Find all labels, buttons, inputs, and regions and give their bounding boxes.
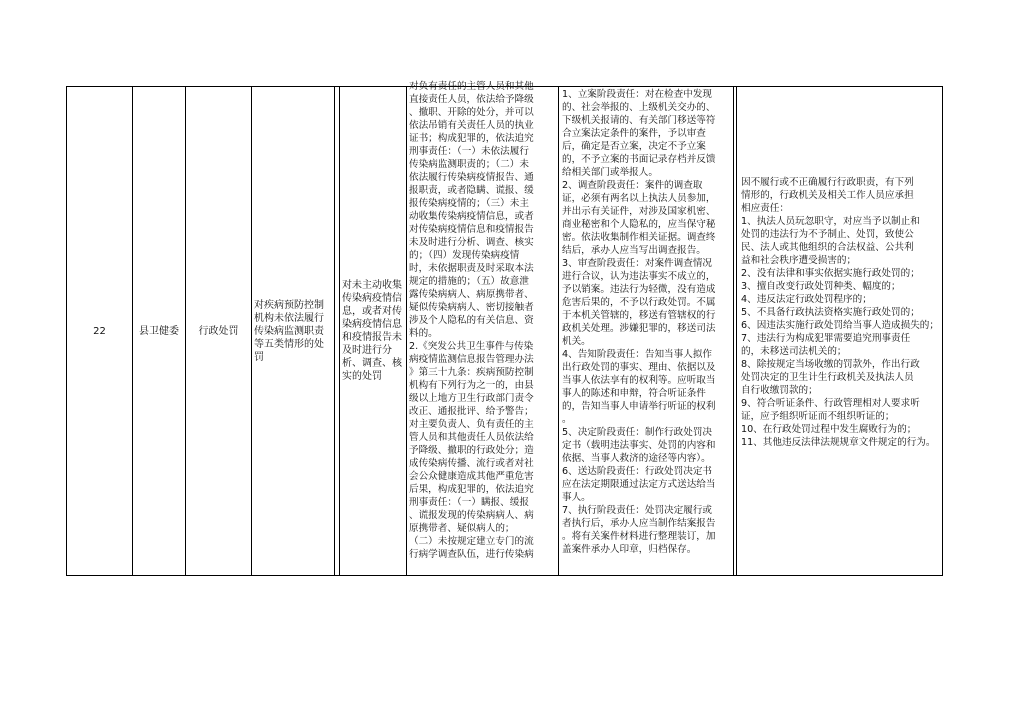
dept-cell <box>133 87 185 575</box>
responsibility-cell <box>737 87 943 575</box>
record-table <box>66 81 943 576</box>
column-divider <box>733 87 734 575</box>
item-name: 对疾病预防控制机构未依法履行传染病监测职责等五类情形的处罚 <box>254 299 324 363</box>
sub-item-name: 对未主动收集传染病疫情信息，或者对传染病疫情信息和疫情报告未及时进行分析、调查、核实的处罚 <box>342 280 402 382</box>
column-divider <box>334 87 335 575</box>
department-name: 县卫健委 <box>139 325 179 337</box>
seq-cell <box>67 87 132 575</box>
seq-number: 22 <box>93 325 106 337</box>
sub-item-cell <box>340 87 406 575</box>
procedure-cell <box>559 87 733 575</box>
legal-basis-cell <box>407 81 558 575</box>
procedure-text: 1、立案阶段责任：对在检查中发现 的、社会举报的、上级机关交办的、 下级机关报请的、有关部门移送等符 合立案法定条件的案件，予以审查 后，确定是否立案，决定不予立案 的，不予立案的书面记录存档并反馈 给相关部门或举报人。 2、调查阶段责任：案件的调查取 证，必须有两名以上执法人员参加， 并出示有关证件，对涉及国家机密、 商业秘密和个人隐私的，应当保守秘 密。依法收集制作相关证据。调查终 结后，承办人应当写出调查报告。 3、审查阶段责任：对案件调查情况 进行合议，认为违法事实不成立的， 予以销案。违法行为轻微，没有造成 危害后果的，不予以行政处罚。不属 于本机关管辖的，移送有管辖权的行 政机关处理。涉嫌犯罪的，移送司法 机关。 4、告知阶段责任：告知当事人拟作 出行政处罚的事实、理由、依据以及 当事人依法享有的权利等。应听取当 事人的陈述和申辩，符合听证条件 的，告知当事人申请举行听证的权利 。 5、决定阶段责任：制作行政处罚决 定书（载明违法事实、处罚的内容和 依据、当事人救济的途径等内容）。 6、送达阶段责任：行政处罚决定书 应在法定期限通过法定方式送达给当 事人。 7、执行阶段责任：处罚决定履行或 者执行后，承办人应当制作结案报告 。将有关案件材料进行整理装订，加 盖案件承办人印章，归档保存。 <box>562 89 716 555</box>
item-name-cell <box>252 87 334 575</box>
legal-basis-text: 对负有责任的主管人员和其他 直接责任人员，依法给予降级 、撤职、开除的处分，并可以 依法吊销有关责任人员的执业 证书；构成犯罪的，依法追究 刑事责任：（一）未依法履行 传染病监测职责的；（二）未 依法履行传染病疫情报告、通 报职责，或者隐瞒、谎报、缓 报传染病疫情的；（三）未主 动收集传染病疫情信息，或者 对传染病疫情信息和疫情报告 未及时进行分析、调查、核实 的；（四）发现传染病疫情 时，未依据职责及时采取本法 规定的措施的；（五）故意泄 露传染病病人、病原携带者、 疑似传染病病人、密切接触者 涉及个人隐私的有关信息、资 料的。 2.《突发公共卫生事件与传染 病疫情监测信息报告管理办法 》第三十九条：疾病预防控制 机构有下列行为之一的，由县 级以上地方卫生行政部门责令 改正、通报批评、给予警告； 对主要负责人、负有责任的主 管人员和其他责任人员依法给 予降级、撤职的行政处分；造 成传染病传播、流行或者对社 会公众健康造成其他严重危害 后果，构成犯罪的，依法追究 刑事责任：（一）瞒报、缓报 、谎报发现的传染病病人、病 原携带者、疑似病人的； （二）未按规定建立专门的流 行病学调查队伍，进行传染病 <box>409 81 534 560</box>
category-cell <box>186 87 251 575</box>
power-category: 行政处罚 <box>198 325 239 337</box>
responsibility-text: 因不履行或不正确履行行政职责，有下列 情形的，行政机关及相关工作人员应承担 相应责任： 1、执法人员玩忽职守，对应当予以制止和 处罚的违法行为不予制止、处罚，致使公 民、法人或其他组织的合法权益、公共利 益和社会秩序遭受损害的； 2、没有法律和事实依据实施行政处罚的； 3、擅自改变行政处罚种类、幅度的； 4、违反法定行政处罚程序的； 5、不具备行政执法资格实施行政处罚的； 6、因违法实施行政处罚给当事人造成损失的； 7、违法行为构成犯罪需要追究刑事责任 的，未移送司法机关的； 8、除按规定当场收缴的罚款外，作出行政 处罚决定的卫生计生行政机关及执法人员 自行收缴罚款的； 9、符合听证条件、行政管理相对人要求听 证，应予组织听证而不组织听证的； 10、在行政处罚过程中发生腐败行为的； 11、其他违反法律法规规章文件规定的行为。 <box>741 177 939 448</box>
